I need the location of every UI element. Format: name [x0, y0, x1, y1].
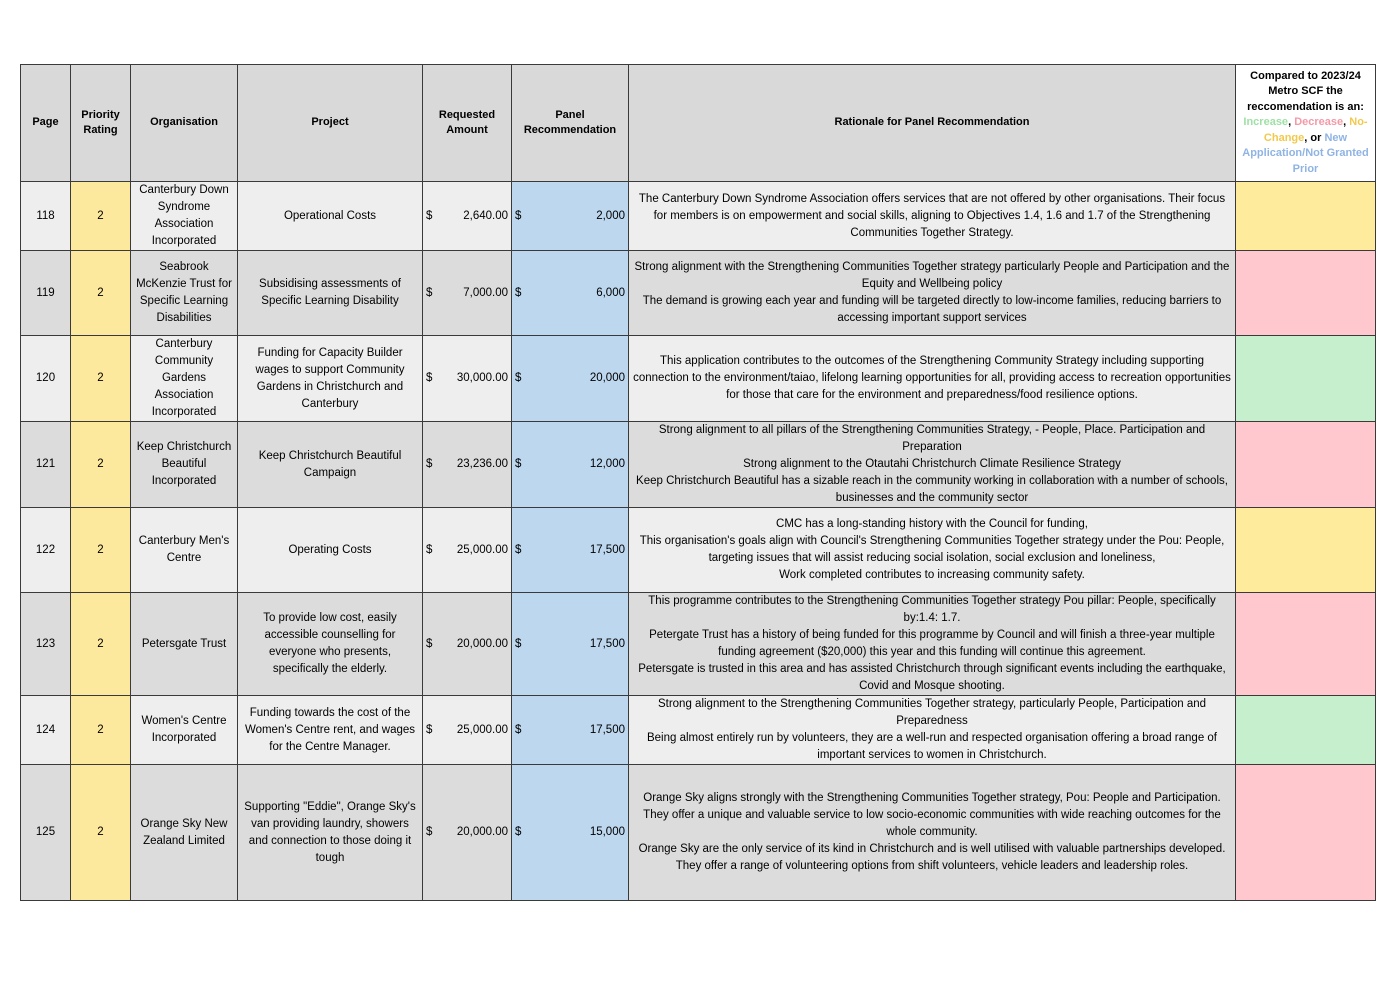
rationale-line: Orange Sky aligns strongly with the Strengthening Communities Together strategy, Pou: People and Participation.: [643, 792, 1221, 804]
comparison-cell: [1236, 508, 1376, 593]
requested-amount: 25,000.00: [456, 723, 508, 736]
currency-symbol: $: [515, 372, 522, 384]
rationale-line: Keep Christchurch Beautiful has a sizable reach in the community working in collaboration with a number of schools, businesses and the community sector: [636, 475, 1228, 504]
comparison-cell: [1236, 422, 1376, 508]
rationale-line: This programme contributes to the Strengthening Communities Together strategy Pou pillar: People, specifically by:1.4: 1.7.: [648, 595, 1216, 624]
requested-cell: [423, 696, 512, 765]
currency-symbol: $: [426, 372, 433, 384]
priority-cell: 2: [71, 182, 131, 251]
currency-symbol: $: [515, 543, 522, 556]
rationale-line: They offer a unique and valuable service to low socio-economic communities with wide reaching outcomes for the whole community.: [643, 809, 1221, 838]
requested-cell: [423, 765, 512, 901]
rationale-cell: [629, 696, 1236, 765]
rationale-cell: [629, 508, 1236, 593]
currency-symbol: $: [426, 458, 433, 470]
project-cell: Operating Costs: [238, 508, 423, 593]
funding-table: [20, 64, 1376, 901]
table-row: [21, 251, 1376, 336]
recommendation-amount: 12,000: [589, 458, 625, 470]
page-cell: 118: [21, 182, 71, 251]
header-compared: [1236, 65, 1376, 182]
table-row: [21, 336, 1376, 422]
rationale-cell: [629, 336, 1236, 422]
currency-symbol: $: [515, 286, 522, 299]
rationale-cell: [629, 765, 1236, 901]
organisation-cell: Canterbury Men's Centre: [131, 508, 238, 593]
recommendation-amount: 15,000: [589, 826, 625, 838]
rationale-line: Strong alignment to the Otautahi Christchurch Climate Resilience Strategy: [743, 458, 1121, 470]
legend-decrease: Decrease: [1294, 116, 1344, 129]
requested-amount: 20,000.00: [456, 826, 508, 838]
recommendation-cell: [512, 422, 629, 508]
requested-amount: 20,000.00: [456, 637, 508, 650]
header-organisation: Organisation: [131, 65, 238, 182]
table-row: [21, 508, 1376, 593]
recommendation-cell: [512, 765, 629, 901]
requested-amount: 2,640.00: [463, 209, 508, 222]
priority-cell: 2: [71, 508, 131, 593]
organisation-cell: Women's Centre Incorporated: [131, 696, 238, 765]
recommendation-cell: [512, 251, 629, 336]
comparison-cell: [1236, 182, 1376, 251]
header-priority: Priority Rating: [71, 65, 131, 182]
rationale-line: Strong alignment to all pillars of the Strengthening Communities Strategy, - People, Place. Participation and Preparation: [658, 424, 1206, 453]
rationale-line: Work completed contributes to increasing community safety.: [779, 569, 1085, 581]
recommendation-cell: [512, 336, 629, 422]
project-cell: Subsidising assessments of Specific Learning Disability: [238, 251, 423, 336]
currency-symbol: $: [515, 826, 522, 838]
currency-symbol: $: [426, 723, 433, 736]
organisation-cell: Canterbury Community Gardens Association Incorporated: [131, 336, 238, 422]
header-row: [21, 65, 1376, 182]
currency-symbol: $: [515, 458, 522, 470]
rationale-line: CMC has a long-standing history with the Council for funding,: [776, 518, 1088, 530]
legend-sep-1: ,: [1288, 116, 1295, 129]
recommendation-amount: 20,000: [589, 372, 625, 384]
page-cell: 122: [21, 508, 71, 593]
recommendation-amount: 6,000: [596, 286, 625, 299]
table-row: [21, 696, 1376, 765]
rationale-line: Orange Sky are the only service of its kind in Christchurch and is well utilised with valuable partnerships developed.: [638, 843, 1226, 855]
priority-cell: 2: [71, 696, 131, 765]
rationale-cell: [629, 593, 1236, 696]
table-row: [21, 765, 1376, 901]
priority-cell: 2: [71, 593, 131, 696]
organisation-cell: Canterbury Down Syndrome Association Incorporated: [131, 182, 238, 251]
recommendation-amount: 17,500: [589, 543, 625, 556]
rationale-cell: [629, 182, 1236, 251]
priority-cell: 2: [71, 251, 131, 336]
rationale-line: This organisation's goals align with Council's Strengthening Communities Together strategy under the Pou: People, targeting issues that will assist reducing social isolation, social exclusion and loneliness,: [639, 535, 1225, 564]
table-row: [21, 422, 1376, 508]
project-cell: Keep Christchurch Beautiful Campaign: [238, 422, 423, 508]
requested-cell: [423, 251, 512, 336]
recommendation-cell: [512, 182, 629, 251]
comparison-cell: [1236, 251, 1376, 336]
rationale-line: Petergate Trust has a history of being funded for this programme by Council and will finish a three-year multiple funding agreement ($20,000) this year and this funding will continue this agreement.: [649, 629, 1215, 658]
currency-symbol: $: [426, 543, 433, 556]
recommendation-amount: 2,000: [596, 209, 625, 222]
recommendation-amount: 17,500: [589, 637, 625, 650]
currency-symbol: $: [515, 723, 522, 736]
requested-amount: 23,236.00: [456, 458, 508, 470]
recommendation-amount: 17,500: [589, 723, 625, 736]
recommendation-cell: [512, 696, 629, 765]
project-cell: Funding for Capacity Builder wages to support Community Gardens in Christchurch and Canterbury: [238, 336, 423, 422]
legend-increase: Increase: [1243, 116, 1289, 129]
header-recommendation: Panel Recommendation: [512, 65, 629, 182]
rationale-cell: [629, 251, 1236, 336]
currency-symbol: $: [426, 209, 433, 222]
recommendation-cell: [512, 593, 629, 696]
priority-cell: 2: [71, 336, 131, 422]
comparison-cell: [1236, 696, 1376, 765]
legend-no-change: No-Change: [1263, 116, 1368, 144]
requested-cell: [423, 182, 512, 251]
table-row: [21, 593, 1376, 696]
organisation-cell: Orange Sky New Zealand Limited: [131, 765, 238, 901]
recommendation-cell: [512, 508, 629, 593]
currency-symbol: $: [426, 637, 433, 650]
project-cell: Operational Costs: [238, 182, 423, 251]
compared-intro: Compared to 2023/24 Metro SCF the reccomendation is an:: [1247, 69, 1364, 113]
rationale-line: The Canterbury Down Syndrome Association offers services that are not offered by other organisations. Their focus for members is on empowerment and social skills, aligning to Objectives 1.4, 1.6 and 1.7 of the Strengthening Communities Together Strategy.: [638, 192, 1226, 239]
requested-cell: [423, 508, 512, 593]
requested-amount: 25,000.00: [456, 543, 508, 556]
page-cell: 123: [21, 593, 71, 696]
organisation-cell: Keep Christchurch Beautiful Incorporated: [131, 422, 238, 508]
requested-cell: [423, 593, 512, 696]
comparison-cell: [1236, 765, 1376, 901]
table-body: [21, 182, 1376, 901]
requested-cell: [423, 336, 512, 422]
page-cell: 125: [21, 765, 71, 901]
table-row: [21, 182, 1376, 251]
header-rationale: Rationale for Panel Recommendation: [629, 65, 1236, 182]
header-requested: Requested Amount: [423, 65, 512, 182]
rationale-line: Strong alignment with the Strengthening Communities Together strategy particularly People and Participation and the Equity and Wellbeing policy: [634, 261, 1230, 290]
header-project: Project: [238, 65, 423, 182]
rationale-line: They offer a range of volunteering options from shift volunteers, vehicle leaders and leadership roles.: [675, 860, 1189, 872]
rationale-line: Being almost entirely run by volunteers, they are a well-run and respected organisation offering a broad range of important services to women in Christchurch.: [646, 732, 1217, 761]
project-cell: To provide low cost, easily accessible counselling for everyone who presents, specifically the elderly.: [238, 593, 423, 696]
page-cell: 124: [21, 696, 71, 765]
requested-amount: 7,000.00: [463, 286, 508, 299]
organisation-cell: Seabrook McKenzie Trust for Specific Learning Disabilities: [131, 251, 238, 336]
page-cell: 119: [21, 251, 71, 336]
requested-amount: 30,000.00: [456, 372, 508, 384]
priority-cell: 2: [71, 765, 131, 901]
priority-cell: 2: [71, 422, 131, 508]
page-cell: 121: [21, 422, 71, 508]
organisation-cell: Petersgate Trust: [131, 593, 238, 696]
currency-symbol: $: [515, 637, 522, 650]
legend-new-application: New Application/Not Granted Prior: [1242, 131, 1369, 175]
rationale-cell: [629, 422, 1236, 508]
requested-cell: [423, 422, 512, 508]
currency-symbol: $: [426, 826, 433, 838]
rationale-line: This application contributes to the outcomes of the Strengthening Community Strategy including supporting connection to the environment/taiao, lifelong learning opportunities for all, providing access to recreation opportunities for those that care for the environment and preparedness/food resilience options.: [633, 355, 1231, 401]
rationale-line: Strong alignment to the Strengthening Communities Together strategy, particularly People, Participation and Preparedness: [657, 698, 1207, 727]
rationale-line: The demand is growing each year and funding will be targeted directly to low-income families, reducing barriers to accessing important support services: [642, 295, 1222, 324]
rationale-line: Petersgate is trusted in this area and has assisted Christchurch through significant events including the earthquake, Covid and Mosque shooting.: [638, 663, 1226, 692]
header-page: Page: [21, 65, 71, 182]
project-cell: Funding towards the cost of the Women's Centre rent, and wages for the Centre Manager.: [238, 696, 423, 765]
comparison-cell: [1236, 336, 1376, 422]
currency-symbol: $: [515, 209, 522, 222]
page-cell: 120: [21, 336, 71, 422]
currency-symbol: $: [426, 286, 433, 299]
legend-or: , or: [1304, 131, 1325, 144]
comparison-cell: [1236, 593, 1376, 696]
legend-sep-2: ,: [1343, 116, 1350, 129]
project-cell: Supporting "Eddie", Orange Sky's van providing laundry, showers and connection to those doing it tough: [238, 765, 423, 901]
